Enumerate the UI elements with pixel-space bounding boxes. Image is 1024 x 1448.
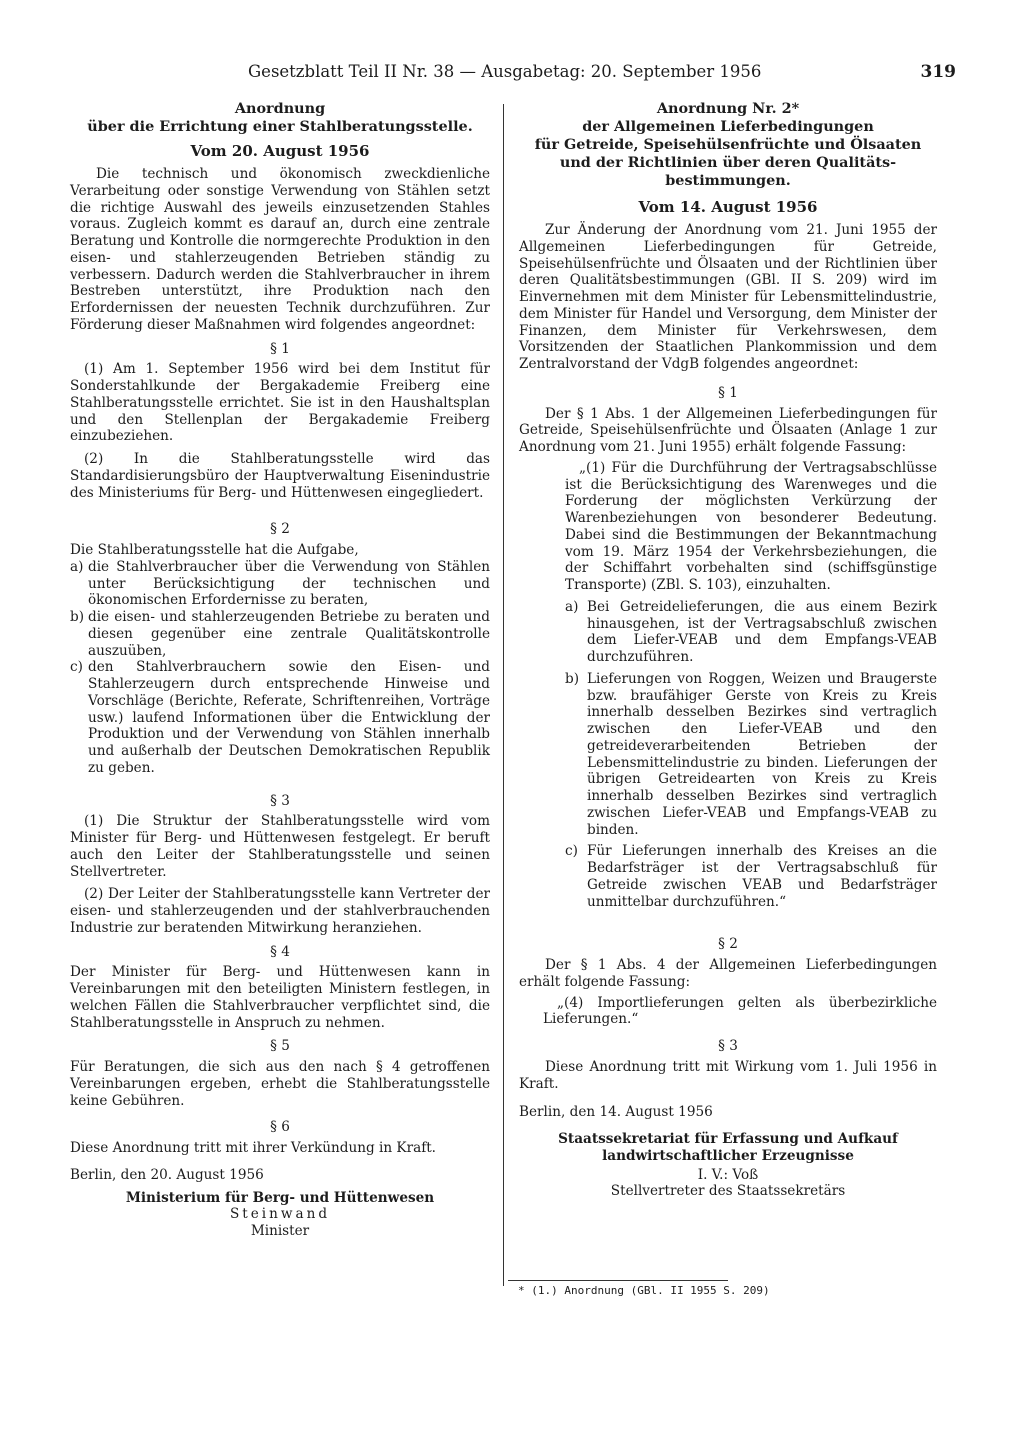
list-label: b) bbox=[70, 609, 85, 625]
left-section-1-heading: § 1 bbox=[270, 340, 290, 357]
left-section-5-heading: § 5 bbox=[270, 1038, 290, 1055]
left-section-4-paragraph: Der Minister für Berg- und Hüttenwesen kann in Vereinbarungen mit den beteiligten Ministern festlegen, in welchen Fällen die Stahlverbraucher verpflichtet sind, die Stahlberatungsstelle in Anspruch zu nehmen. bbox=[70, 964, 490, 1031]
list-label: b) bbox=[565, 670, 580, 687]
left-title-line-1: Anordnung bbox=[234, 100, 326, 117]
left-column bbox=[70, 100, 490, 1240]
left-signature-organization: Ministerium für Berg- und Hüttenwesen bbox=[125, 1189, 435, 1206]
list-text: Lieferungen von Roggen, Weizen und Braugerste bzw. braufähiger Gerste von Kreis zu Kreis innerhalb desselben Bezirkes sind vertraglich zwischen den Liefer-VEAB und den getreideverarbeitenden Betrieben der Lebensmittelindustrie zu binden. Lieferungen der übrigen Getreidearten von Kreis zu Kreis innerhalb desselben Bezirkes sind vertraglich zwischen Liefer-VEAB und Empfangs-VEAB zu binden. bbox=[587, 670, 937, 838]
left-section-3-paragraph-2: (2) Der Leiter der Stahlberatungsstelle kann Vertreter der eisen- und stahlerzeugenden und der stahlverbrauchenden Industrie zur beratenden Mitwirkung heranziehen. bbox=[70, 886, 490, 936]
left-signature-name: Steinwand bbox=[229, 1206, 331, 1223]
right-section-3-paragraph: Diese Anordnung tritt mit Wirkung vom 1. Juli 1956 in Kraft. bbox=[519, 1058, 937, 1092]
list-label: a) bbox=[565, 598, 579, 615]
right-title-line-4: und der Richtlinien über deren Qualitäts- bbox=[559, 154, 897, 171]
left-section-2-item-a bbox=[70, 559, 490, 609]
footnote: * (1.) Anordnung (GBl. II 1955 S. 209) bbox=[518, 1284, 770, 1297]
list-label: c) bbox=[565, 843, 578, 860]
left-section-4-heading: § 4 bbox=[270, 943, 290, 960]
list-text: Für Lieferungen innerhalb des Kreises an die Bedarfsträger ist der Vertragsabschluß für Getreide zwischen VEAB und Bedarfsträger unmittelbar durchzuführen.“ bbox=[587, 843, 937, 910]
left-place-date: Berlin, den 20. August 1956 bbox=[70, 1166, 264, 1183]
right-section-2-quote bbox=[543, 994, 937, 1029]
list-text: die eisen- und stahlerzeugenden Betriebe zu beraten und diesen gegenüber eine zentrale Qualitätskontrolle auszuüben, bbox=[88, 609, 490, 659]
right-quote-item-a bbox=[565, 599, 937, 666]
page-number: 319 bbox=[920, 62, 956, 82]
left-section-2-item-b bbox=[70, 609, 490, 659]
left-section-3-paragraph-1: (1) Die Struktur der Stahlberatungsstelle wird vom Minister für Berg- und Hüttenwesen festgelegt. Er beruft auch den Leiter der Stahlberatungsstelle und seinen Stellvertreter. bbox=[70, 813, 490, 880]
left-date: Vom 20. August 1956 bbox=[190, 142, 370, 160]
right-quote-paragraph: „(1) Für die Durchführung der Vertragsabschlüsse ist die Berücksichtigung des Warenweges und die Forderung der möglichsten Verkürzung der Warenbeziehungen von besonderer Bedeutung. Dabei sind die Bestimmungen der Bekanntmachung vom 19. März 1954 der Verkehrsbeziehungen, die der Schiffahrt vorbehalten sind (schiffsgünstige Transporte) (ZBl. S. 103), einzuhalten. bbox=[565, 459, 937, 593]
right-section-1-heading: § 1 bbox=[718, 384, 738, 401]
left-preamble: Die technisch und ökonomisch zweckdienliche Verarbeitung oder sonstige Verwendung von Stählen setzt die richtige Auswahl des jeweils einzusetzenden Stahles voraus. Zugleich kommt es darauf an, durch eine zentrale Beratung und Kontrolle die normgerechte Produktion in den eisen- und stahlerzeugenden Betrieben ständig zu verbessern. Dadurch werden die Stahlverbraucher in ihrem Bestreben unterstützt, ihre Produktion nach den Erfordernissen der neuesten Technik durchzuführen. Zur Förderung dieser Maßnahmen wird folgendes angeordnet: bbox=[70, 166, 490, 333]
left-section-1-paragraph-2: (2) In die Stahlberatungsstelle wird das Standardisierungsbüro der Hauptverwaltung Eisenindustrie des Ministeriums für Berg- und Hüttenwesen eingegliedert. bbox=[70, 451, 490, 501]
right-signature-organization-1: Staatssekretariat für Erfassung und Aufkauf bbox=[558, 1131, 898, 1147]
left-section-2-intro: Die Stahlberatungsstelle hat die Aufgabe, bbox=[70, 542, 359, 558]
left-section-5-paragraph: Für Beratungen, die sich aus den nach § 4 getroffenen Vereinbarungen ergeben, erhebt die Stahlberatungsstelle keine Gebühren. bbox=[70, 1059, 490, 1109]
right-section-2-quote-text: „(4) Importlieferungen gelten als überbezirkliche Lieferungen.“ bbox=[543, 994, 937, 1028]
right-title-line-2: der Allgemeinen Lieferbedingungen bbox=[582, 118, 874, 135]
list-text: Bei Getreidelieferungen, die aus einem Bezirk hinausgehen, ist der Vertragsabschluß zwischen dem Liefer-VEAB und dem Empfangs-VEAB durchzuführen. bbox=[587, 598, 937, 665]
right-quote-item-b bbox=[565, 671, 937, 839]
right-section-1-quote bbox=[565, 460, 937, 911]
right-section-2-intro: Der § 1 Abs. 4 der Allgemeinen Lieferbedingungen erhält folgende Fassung: bbox=[519, 957, 937, 990]
right-title-line-5: bestimmungen. bbox=[665, 172, 791, 189]
footnote-rule bbox=[508, 1280, 728, 1281]
right-date: Vom 14. August 1956 bbox=[638, 198, 818, 216]
right-column bbox=[519, 100, 937, 1200]
list-text: den Stahlverbrauchern sowie den Eisen- und Stahlerzeugern durch entsprechende Hinweise und Vorschläge (Berichte, Referate, Schriftenreihen, Vorträge usw.) laufend Informationen über die Entwicklung der Produktion und der Verwendung von Stählen innerhalb und außerhalb der Deutschen Demokratischen Republik zu geben. bbox=[88, 659, 490, 776]
left-section-6-paragraph: Diese Anordnung tritt mit ihrer Verkündung in Kraft. bbox=[70, 1140, 437, 1156]
right-signature-title: Stellvertreter des Staatssekretärs bbox=[610, 1183, 846, 1200]
right-quote-item-c bbox=[565, 843, 937, 910]
right-section-2-heading: § 2 bbox=[718, 936, 738, 953]
list-label: a) bbox=[70, 558, 84, 575]
right-section-3-heading: § 3 bbox=[718, 1038, 738, 1054]
right-place-date: Berlin, den 14. August 1956 bbox=[519, 1104, 713, 1121]
left-section-2-heading: § 2 bbox=[270, 521, 290, 538]
column-divider bbox=[503, 104, 504, 1286]
left-signature-title: Minister bbox=[250, 1223, 310, 1239]
left-title-line-2: über die Errichtung einer Stahlberatungsstelle. bbox=[87, 118, 473, 135]
list-text: die Stahlverbraucher über die Verwendung von Stählen unter Berücksichtigung der technischen und ökonomischen Erfordernisse zu beraten, bbox=[88, 558, 490, 609]
right-signature-name: I. V.: Voß bbox=[697, 1166, 759, 1183]
left-section-6-heading: § 6 bbox=[270, 1119, 290, 1136]
right-preamble: Zur Änderung der Anordnung vom 21. Juni 1955 der Allgemeinen Lieferbedingungen für Getreide, Speisehülsenfrüchte und Ölsaaten und der Richtlinien über deren Qualitätsbestimmungen (GBl. II S. 209) wird im Einvernehmen mit dem Minister für Lebensmittelindustrie, dem Minister für Handel und Versorgung, dem Minister der Finanzen, dem Minister für Verkehrswesen, dem Vorsitzenden der Staatlichen Plankommission und dem Zentralvorstand der VdgB folgendes angeordnet: bbox=[519, 222, 937, 372]
right-title-line-1: Anordnung Nr. 2* bbox=[656, 100, 800, 117]
list-label: c) bbox=[70, 659, 83, 676]
running-head: Gesetzblatt Teil II Nr. 38 — Ausgabetag: 20. September 1956 bbox=[248, 62, 762, 81]
left-section-1-paragraph-1: (1) Am 1. September 1956 wird bei dem Institut für Sonderstahlkunde der Bergakademie Freiberg eine Stahlberatungsstelle errichtet. Sie ist in den Haushaltsplan und den Stellenplan der Bergakademie Freiberg einzubeziehen. bbox=[70, 361, 490, 445]
right-signature-organization-2: landwirtschaftlicher Erzeugnisse bbox=[602, 1147, 854, 1164]
left-section-2-item-c bbox=[70, 659, 490, 776]
right-section-1-intro: Der § 1 Abs. 1 der Allgemeinen Lieferbedingungen für Getreide, Speisehülsenfrüchte und Ölsaaten (Anlage 1 zur Anordnung vom 21. Juni 1955) erhält folgende Fassung: bbox=[519, 405, 937, 455]
left-section-3-heading: § 3 bbox=[270, 792, 290, 809]
right-title-line-3: für Getreide, Speisehülsenfrüchte und Ölsaaten bbox=[534, 136, 922, 153]
